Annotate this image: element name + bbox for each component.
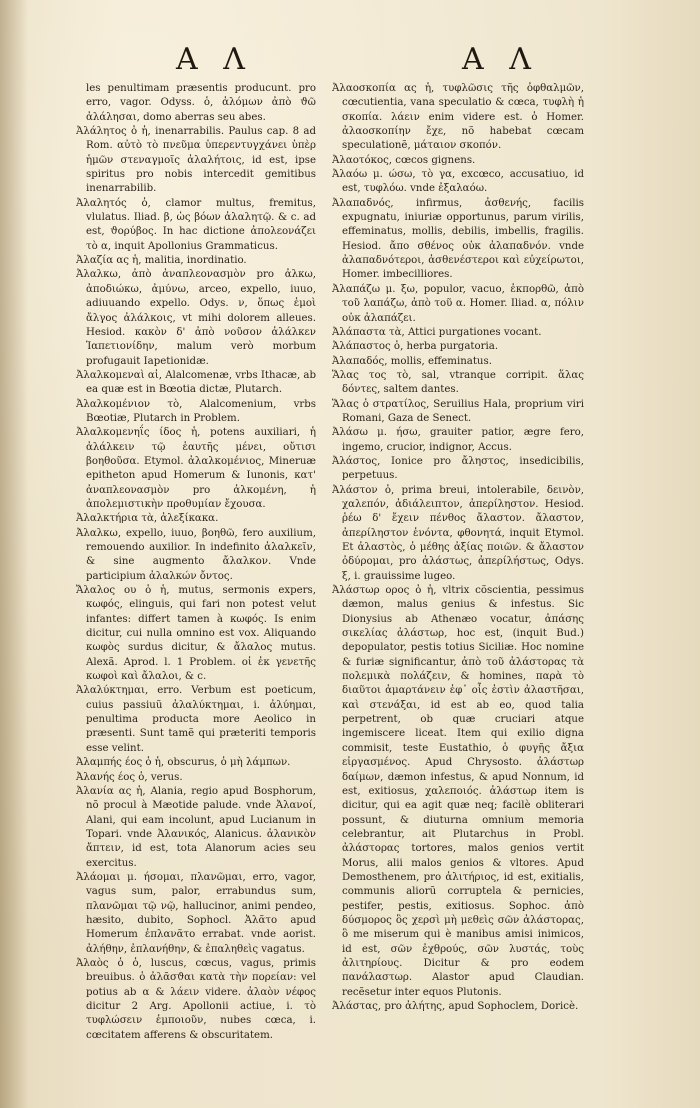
dictionary-entry: Ἀλάλητος ὁ ἡ, inenarrabilis. Paulus cap. 8 ad Rom. αὐτὸ τὸ πνεῦμα ὑπερεντυγχάνει ὑπὲρ ἡμῶν στεναγμοῖς ἀλαλήτοις, id est, ipse spiritus pro nobis intercedit gemitibus inenarrabilib. (76, 126, 316, 195)
dictionary-entry: Ἀλαπάζω μ. ξω, populor, vacuo, ἐκπορθῶ, ἀπὸ τοῦ λαπάζω, ἀπὸ τοῦ α. Homer. Iliad. α, πόλιν οὐκ ἀλαπάζει. (332, 283, 584, 324)
dictionary-entry: Ἀλαλκομένιον τὸ, Alalcomenium, vrbs Bœotiæ, Plutarch in Problem. (76, 398, 316, 424)
dictionary-entry: Ἀλαζία ας ἡ, malitia, inordinatio. (76, 255, 247, 267)
dictionary-entry: Ἀλαλύκτημαι, erro. Verbum est poeticum, cuius passiuũ ἀλαλύκτημαι, i. ἀλύημαι, penultima producta more Aeolico in præsenti. Sunt tamẽ qui præteriti temporis esse velint. (76, 685, 316, 754)
dictionary-entry: Ἅλας τος τὸ, sal, vtranque corripit. ἅλας δόντες, saltem dantes. (332, 369, 584, 396)
dictionary-entry: Ἅλας ὁ στρατίλος, Seruilius Hala, proprium viri Romani, Gaza de Senect. (332, 398, 584, 424)
dictionary-entry: Ἀλαλητός ὁ, clamor multus, fremitus, vlulatus. Iliad. β, ὡς βόων ἀλαλητῷ. & c. ad est, ϑορύβος. In hac dictione ἀπολεονάζει τὸ α, inquit Apollonius Grammaticus. (76, 197, 316, 252)
running-head-right: A Λ (462, 42, 539, 77)
dictionary-entry: Ἀλάομαι μ. ήσομαι, πλανῶμαι, erro, vagor, vagus sum, palor, errabundus sum, πλανῶμαι τῷ νῷ, hallucinor, animi pendeo, hæsito, dubito, Sophocl. Ἀλᾶτο apud Homerum ἐπλανᾶτο errabat. vnde aorist. ἀλήθην, ἐπλανήθην, & ἐπαληθεὶς vagatus. (76, 871, 316, 955)
dictionary-entry: Ἀλαπαδνός, infirmus, ἀσθενής, facilis expugnatu, iniuriæ opportunus, parum virilis, effeminatus, mollis, debilis, imbellis, fragilis. Hesiod. ἄπο σθένος οὐκ ἀλαπαδνόν. vnde ἀλαπαδνότεροι, ἀσθενέστεροι καὶ εὐχείρωτοι, Homer. imbecilliores. (332, 197, 584, 281)
dictionary-entry: Ἀλάπαστος ὁ, herba purgatoria. (332, 341, 499, 353)
dictionary-entry: Ἀλανής έος ὁ, verus. (76, 771, 183, 783)
right-column (332, 82, 584, 1014)
dictionary-entry: Ἀλαλκτήρια τὰ, ἀλεξίκακα. (76, 513, 219, 525)
dictionary-entry: Ἀλάσω μ. ήσω, grauiter patior, ægre fero, ingemo, crucior, indignor, Accus. (332, 427, 584, 453)
dictionary-entry: Ἀλαὸς ὁ ὁ, luscus, cœcus, vagus, primis breuibus. ὁ ἀλᾶσϑαι κατὰ τὴν πορείαν: vel potius ab α & λάειν videre. ἀλαὸν νέφος dicitur 2 Arg. Apollonii actiue, i. τὸ τυφλώσειν ἐμποιοῦν, nubes cœca, i. cœcitatem afferens & obscuritatem. (76, 957, 316, 1041)
dictionary-entry: Ἀλανία ας ἡ, Alania, regio apud Bosphorum, nõ procul à Mæotide palude. vnde Ἀλανοί, Alani, qui eam incolunt, apud Lucianum in Topari. vnde Ἀλανικός, Alanicus. ἀλανικὸν ἄπτειν, id est, tota Alanorum acies seu exercitus. (76, 785, 316, 869)
dictionary-entry: Ἀλάστος, Ionice pro ἄληστος, insedicibilis, perpetuus. (332, 455, 584, 482)
dictionary-entry: Ἀλαοτόκος, cœcos gignens. (332, 154, 476, 166)
dictionary-entry: Ἀλάστας, pro ἀλήτης, apud Sophoclem, Doricè. (332, 1001, 579, 1012)
left-column (76, 82, 316, 1043)
dictionary-entry: Ἀλάπαστα τὰ, Attici purgationes vocant. (332, 326, 542, 338)
dictionary-entry: Ἀλάστον ὁ, prima breui, intolerabile, δεινὸν, χαλεπόν, ἀδιάλειπτον, ἀπερίληστον. Hesiod. ῥέω δ' ἔχειν πένθος ἄλαστον. ἄλαστον, ἀπερίληστον ἑνόντα, φθονητά, inquit Etymol. Et ἀλαστὸς, ὁ μέθης ἀξίας ποιῶν. & ἄλαστον ὀδύρομαι, pro ἀλάστως, ἀπερίλήστως, Odys. ξ, i. grauissime lugeo. (332, 484, 584, 582)
dictionary-entry: les penultimam præsentis producunt. pro erro, vagor. Odyss. ὁ, ἀλόμων ἀπὸ ϑῶ ἀλάλησαι, domo aberras seu abes. (86, 83, 316, 123)
dictionary-entry: Ἀλαλκω, expello, iuuo, βοηθῶ, fero auxilium, remouendo auxilior. In indefinito ἀλαλκεῖν, & sine augmento ἄλαλκον. Vnde participium ἀλαλκών ὄντος. (76, 527, 316, 582)
dictionary-entry: Ἀλαόω μ. ώσω, τὸ γα, excœco, accusatiuo, id est, τυφλόω. vnde ἐξαλαόω. (332, 169, 584, 195)
spine-shadow (0, 0, 28, 1108)
dictionary-entry: Ἀλαλκω, ἀπὸ ἀναπλεονασμὸν pro ἀλκω, ἀποδιώκω, ἀμύνω, arceo, expello, iuuo, adiuuando expello. Odys. ν, ὅπως ἐμοὶ ἄλγος ἀλάλκοις, vt mihi dolorem alleues. Hesiod. κακὸν δ' ἀπὸ νοῦσον ἀλάλκεν Ἰαπετιονίδην, malum verò morbum profugauit Iapetionidæ. (76, 269, 316, 367)
dictionary-entry: Ἀλαμπής έος ὁ ἡ, obscurus, ὁ μὴ λάμπων. (76, 757, 291, 769)
running-head-left: A Λ (176, 42, 253, 77)
dictionary-entry: Ἀλαοσκοπία ας ἡ, τυφλῶσις τῆς ὀφθαλμῶν, cœcutientia, vana speculatio & cœca, τυφλὴ ἡ σκοπία. λάειν enim videre est. ὁ Homer. ἀλαοσκοπίην ἔχε, nõ habebat cœcam speculationẽ, μάταιον σκοπόν. (332, 83, 584, 152)
dictionary-entry: Ἀλάστωρ ορος ὁ ἡ, vltrix cõscientia, pessimus dæmon, malus genius & infestus. Sic Dionysius ab Athenæo vocatur, ἀπάσης σικελίας ἀλάστωρ, hoc est, (inquit Bud.) depopulator, pestis totius Siciliæ. Hoc nomine & furiæ significantur, ἀπὸ τοῦ ἀλάστορας τὰ πολεμικὰ πολάζειν, & homines, παρὰ τὸ διαῦτοι ἁμαρτάνειν ἐφ᾽ οἷς ἐστὶν ἀλαστῆσαι, καὶ στενάξαι, id est ab eo, quod talia perpetrent, ob quæ cruciari atque ingemiscere liceat. Item qui exilio digna commisit, teste Eustathio, ὁ φυγῆς ἄξια εἰργασμένος. Apud Chrysosto. ἀλάστωρ δαίμων, dæmon infestus, & apud Nonnum, id est, exitiosus, χαλεποιός. ἀλάστωρ item is dicitur, qui ea agit quæ neq; facilè obliterari possunt, & diuturna omnium memoria celebrantur, ait Plutarchus in Probl. ἀλάστορας tortores, malos genios vertit Morus, alii malos genios & vltores. Apud Demosthenem, pro ἀλιτήριος, id est, exitialis, communis aliorũ corruptela & pernicies, pestifer, pestis, exitiosus. Sophoc. ἀπὸ δύσμορος ὃς χερσὶ μὴ μεθεὶς σῶν ἀλάστορας, ὃ me miserum qui è manibus amisi inimicos, id est, σῶν ἐχθρούς, σῶν λυστάς, τοὺς ἀλιτηρίους. Dicitur & pro eodem πανάλαστωρ. Alastor apud Claudian. recẽsetur inter equos Plutonis. (332, 585, 584, 998)
dictionary-entry: Ἀλαλκομεναὶ αἱ, Alalcomenæ, vrbs Ithacæ, ab ea quæ est in Bœotia dictæ, Plutarch. (76, 369, 317, 396)
dictionary-entry: Ἀλαλκομενηΐς ίδος ἡ, potens auxiliari, ἡ ἀλάλκειν τῷ ἑαυτῆς μένει, οὔτισι βοηθοῦσα. Etymol. ἀλαλκομένιος, Mineruæ epitheton apud Homerum & Iunonis, κατ' ἀναπλεονασμὸν pro ἀλκομένη, ἡ ἀπολεμιστικὴν προθυμίαν ἔχουσα. (76, 427, 316, 510)
dictionary-entry: Ἄλαλος ου ὁ ἡ, mutus, sermonis expers, κωφός, elinguis, qui fari non potest velut infantes: differt tamen à κωφός. Is enim dicitur, cui nulla omnino est vox. Aliquando κωφὸς surdus dicitur, & ἄλαλος mutus. Alexã. Aprod. l. 1 Problem. οἱ ἐκ γενετῆς κωφοὶ καὶ ἄλαλοι, & c. (76, 585, 316, 683)
dictionary-entry: Ἀλαπαδός, mollis, effeminatus. (332, 355, 492, 367)
